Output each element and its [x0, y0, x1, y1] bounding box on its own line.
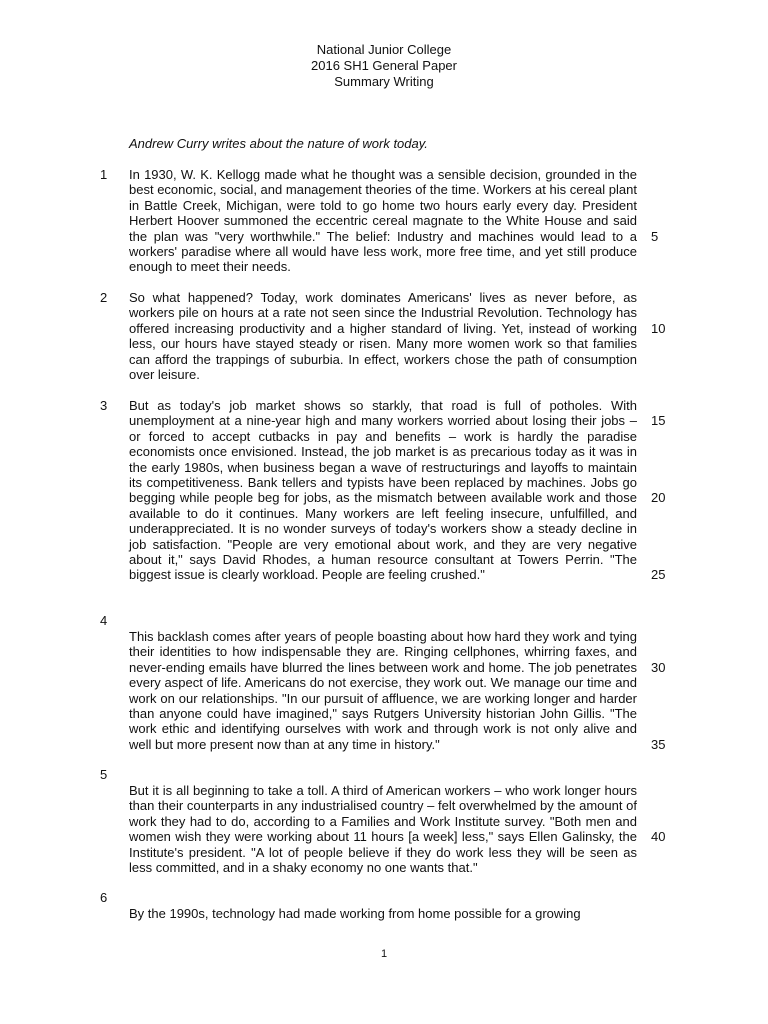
- paragraph-1: In 1930, W. K. Kellogg made what he thought was a sensible decision, grounded in the best economic, social, and management theories of the time. Workers at his cereal plant in Battle Creek, Michigan, were told to go home two hours early every day. President Herbert Hoover summoned the eccentric cereal magnate to the White House and said the plan was "very worthwhile." The belief: Industry and machines would lead to a workers' paradise where all would have less work, more free time, and yet still produce enough to meet their needs.: [129, 167, 637, 275]
- paragraph-number: 1: [100, 167, 108, 182]
- header-section: Summary Writing: [334, 74, 434, 89]
- line-number: 25: [651, 567, 666, 582]
- line-number: 5: [651, 229, 659, 244]
- paragraph-4: This backlash comes after years of people boasting about how hard they work and tying their identities to how indispensable they are. Ringing cellphones, whirring faxes, and never-ending emails have blurred the lines between work and home. The job penetrates every aspect of life. Americans do not exercise, they work out. We manage our time and work on our relationships. "In our pursuit of affluence, we are working longer and harder than anyone could have imagined," says Rutgers University historian John Gillis. "The work ethic and identifying ourselves with work and through work is not only alive and well but more present now than at any time in history.": [129, 629, 637, 752]
- line-number: 15: [651, 413, 666, 428]
- paragraph-number: 3: [100, 398, 108, 413]
- line-number: 10: [651, 321, 666, 336]
- paragraph-number: 5: [100, 767, 108, 782]
- page-number: 1: [380, 948, 388, 960]
- intro-text: Andrew Curry writes about the nature of work today.: [129, 136, 428, 151]
- paragraph-6: By the 1990s, technology had made working from home possible for a growing: [129, 906, 581, 921]
- paragraph-5: But it is all beginning to take a toll. A third of American workers – who work longer hours than their counterparts in any industrialised country – felt overwhelmed by the amount of work they had to do, according to a Families and Work Institute survey. "Both men and women wish they were working about 11 hours [a week] less," says Ellen Galinsky, the Institute's president. "A lot of people believe if they do work less they will be seen as less committed, and in a shaky economy no one wants that.": [129, 783, 637, 876]
- line-number: 20: [651, 490, 666, 505]
- line-number: 30: [651, 660, 666, 675]
- header-college: National Junior College: [316, 42, 452, 57]
- line-number: 40: [651, 829, 666, 844]
- line-number: 35: [651, 737, 666, 752]
- document-header: [0, 42, 768, 90]
- paragraph-number: 4: [100, 613, 108, 628]
- paragraph-number: 2: [100, 290, 108, 305]
- header-paper: 2016 SH1 General Paper: [311, 58, 457, 73]
- paragraph-number: 6: [100, 890, 108, 905]
- paragraph-2: So what happened? Today, work dominates Americans' lives as never before, as workers pile on hours at a rate not seen since the Industrial Revolution. Technology has offered increasing productivity and a higher standard of living. Yet, instead of working less, our hours have stayed steady or risen. Many more women work so that families can afford the trappings of suburbia. In effect, workers chose the path of consumption over leisure.: [129, 290, 637, 383]
- paragraph-3: But as today's job market shows so starkly, that road is full of potholes. With unemployment at a nine-year high and many workers worried about losing their jobs – or forced to accept cutbacks in pay and benefits – work is hardly the paradise economists once envisioned. Instead, the job market is as precarious today as it was in the early 1980s, when business began a wave of restructurings and layoffs to maintain its competitiveness. Bank tellers and typists have been replaced by machines. Jobs go begging while people beg for jobs, as the mismatch between available work and those available to do it continues. Many workers are left feeling insecure, unfulfilled, and underappreciated. It is no wonder surveys of today's workers show a steady decline in job satisfaction. "People are very emotional about work, and they are very negative about it," says David Rhodes, a human resource consultant at Towers Perrin. "The biggest issue is clearly workload. People are feeling crushed.": [129, 398, 637, 583]
